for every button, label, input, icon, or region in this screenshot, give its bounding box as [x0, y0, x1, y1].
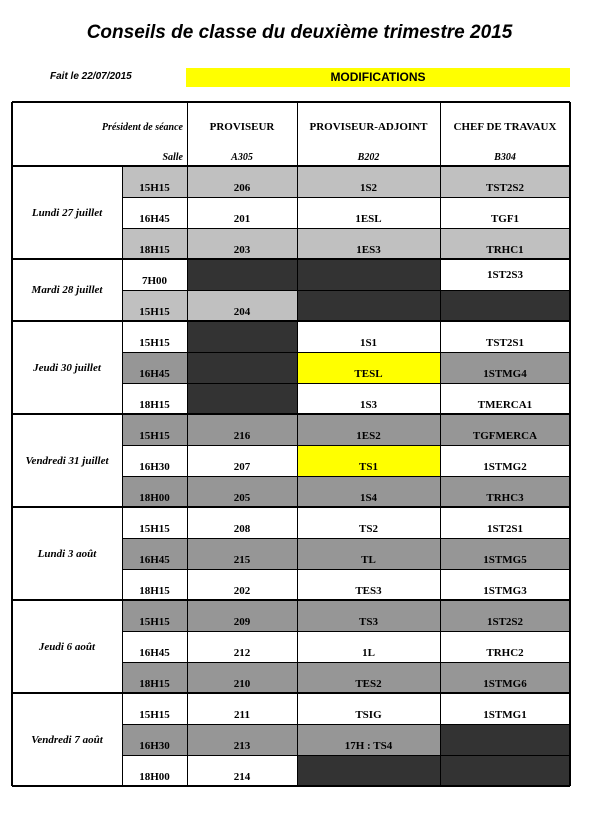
schedule-cell: 212 [187, 631, 297, 662]
schedule-cell: 1STMG3 [440, 569, 570, 600]
day-label: Vendredi 7 août [31, 733, 103, 746]
grid-line [12, 165, 570, 167]
time-cell: 16H45 [122, 197, 187, 228]
column-room-1: A305 [231, 152, 253, 163]
schedule-cell: 213 [187, 724, 297, 755]
schedule-cell [187, 259, 297, 290]
schedule-cell: 215 [187, 538, 297, 569]
time-cell: 18H15 [122, 662, 187, 693]
time-cell: 15H15 [122, 693, 187, 724]
grid-line [122, 724, 570, 725]
time-cell: 18H15 [122, 383, 187, 414]
grid-line [12, 599, 570, 601]
schedule-cell: TST2S1 [440, 321, 570, 352]
grid-line [12, 506, 570, 508]
schedule-cell [187, 321, 297, 352]
grid-line [122, 352, 570, 353]
schedule-cell [187, 352, 297, 383]
grid-line [122, 476, 570, 477]
schedule-cell [440, 724, 570, 755]
day-label: Mardi 28 juillet [31, 284, 103, 296]
schedule-cell: 1STMG1 [440, 693, 570, 724]
schedule-cell: 1STMG2 [440, 445, 570, 476]
schedule-cell: 1S3 [297, 383, 440, 414]
schedule-cell: 210 [187, 662, 297, 693]
grid-line [122, 445, 570, 446]
schedule-cell: TRHC3 [440, 476, 570, 507]
schedule-cell: TGFMERCA [440, 414, 570, 445]
schedule-cell: TMERCA1 [440, 383, 570, 414]
grid-line [12, 413, 570, 415]
time-cell: 15H15 [122, 600, 187, 631]
schedule-cell: 1ESL [297, 197, 440, 228]
schedule-cell: TS3 [297, 600, 440, 631]
page-title: Conseils de classe du deuxième trimestre 2015 [86, 22, 513, 43]
schedule-cell [440, 290, 570, 321]
schedule-cell: 1STMG6 [440, 662, 570, 693]
schedule-cell [297, 259, 440, 290]
president-label: Président de séance [101, 122, 183, 133]
grid-line [12, 258, 570, 260]
grid-line [122, 755, 570, 756]
schedule-cell: 205 [187, 476, 297, 507]
grid-line [122, 569, 570, 570]
grid-line [122, 383, 570, 384]
schedule-cell: 1ES3 [297, 228, 440, 259]
time-cell: 16H45 [122, 538, 187, 569]
schedule-cell: TS1 [297, 445, 440, 476]
time-cell: 18H15 [122, 228, 187, 259]
day-label: Jeudi 6 août [38, 640, 96, 653]
schedule-cell: TES3 [297, 569, 440, 600]
schedule-cell: TST2S2 [440, 166, 570, 197]
schedule-cell: 1S1 [297, 321, 440, 352]
schedule-cell [297, 290, 440, 321]
schedule-cell: TRHC2 [440, 631, 570, 662]
time-cell: 15H15 [122, 166, 187, 197]
schedule-cell: TL [297, 538, 440, 569]
time-cell: 15H15 [122, 290, 187, 321]
schedule-cell: 204 [187, 290, 297, 321]
grid-line [12, 320, 570, 322]
schedule-cell: TRHC1 [440, 228, 570, 259]
schedule-cell: 216 [187, 414, 297, 445]
schedule-cell: 203 [187, 228, 297, 259]
schedule-cell: TS2 [297, 507, 440, 538]
time-cell: 16H45 [122, 352, 187, 383]
time-cell: 16H30 [122, 445, 187, 476]
issue-date: Fait le 22/07/2015 [50, 71, 132, 82]
schedule-cell [187, 383, 297, 414]
schedule-cell: 1ES2 [297, 414, 440, 445]
time-cell: 18H15 [122, 569, 187, 600]
grid-line [122, 197, 570, 198]
grid-line [12, 785, 570, 787]
schedule-cell: 206 [187, 166, 297, 197]
grid-line [122, 662, 570, 663]
schedule-cell: 1ST2S2 [440, 600, 570, 631]
schedule-cell: 207 [187, 445, 297, 476]
time-cell: 16H30 [122, 724, 187, 755]
column-header-3: CHEF DE TRAVAUX [453, 121, 557, 133]
schedule-cell: 209 [187, 600, 297, 631]
time-cell: 15H15 [122, 414, 187, 445]
day-label: Lundi 27 juillet [31, 206, 103, 219]
grid-line [12, 101, 570, 103]
schedule-cell: 201 [187, 197, 297, 228]
schedule-cell: 211 [187, 693, 297, 724]
schedule-cell: 17H : TS4 [297, 724, 440, 755]
grid-line [122, 538, 570, 539]
time-cell: 15H15 [122, 507, 187, 538]
grid-line [122, 631, 570, 632]
grid-line [122, 290, 570, 291]
schedule-cell: TESL [297, 352, 440, 383]
grid-line [122, 228, 570, 229]
schedule-cell: 202 [187, 569, 297, 600]
schedule-cell: TGF1 [440, 197, 570, 228]
time-cell: 18H00 [122, 476, 187, 507]
time-cell: 7H00 [122, 259, 187, 290]
schedule-cell: 208 [187, 507, 297, 538]
grid-line [12, 692, 570, 694]
room-label: Salle [162, 152, 183, 163]
schedule-cell: 1L [297, 631, 440, 662]
schedule-cell: 1STMG5 [440, 538, 570, 569]
day-label: Lundi 3 août [37, 547, 97, 560]
column-header-2: PROVISEUR-ADJOINT [309, 121, 428, 133]
schedule-cell: 214 [187, 755, 297, 786]
modifications-banner: MODIFICATIONS [186, 68, 570, 87]
time-cell: 15H15 [122, 321, 187, 352]
day-label: Jeudi 30 juillet [33, 361, 101, 374]
grid-line [11, 102, 13, 786]
schedule-cell [440, 755, 570, 786]
schedule-cell: 1ST2S3 [440, 259, 570, 290]
schedule-cell: 1S4 [297, 476, 440, 507]
column-room-3: B304 [494, 152, 516, 163]
day-label: Vendredi 31 juillet [25, 454, 109, 467]
column-room-2: B202 [357, 152, 380, 163]
schedule-cell: 1ST2S1 [440, 507, 570, 538]
time-cell: 16H45 [122, 631, 187, 662]
schedule-cell: 1STMG4 [440, 352, 570, 383]
schedule-cell [297, 755, 440, 786]
schedule-cell: 1S2 [297, 166, 440, 197]
column-header-1: PROVISEUR [209, 121, 275, 133]
time-cell: 18H00 [122, 755, 187, 786]
schedule-cell: TES2 [297, 662, 440, 693]
schedule-cell: TSIG [297, 693, 440, 724]
